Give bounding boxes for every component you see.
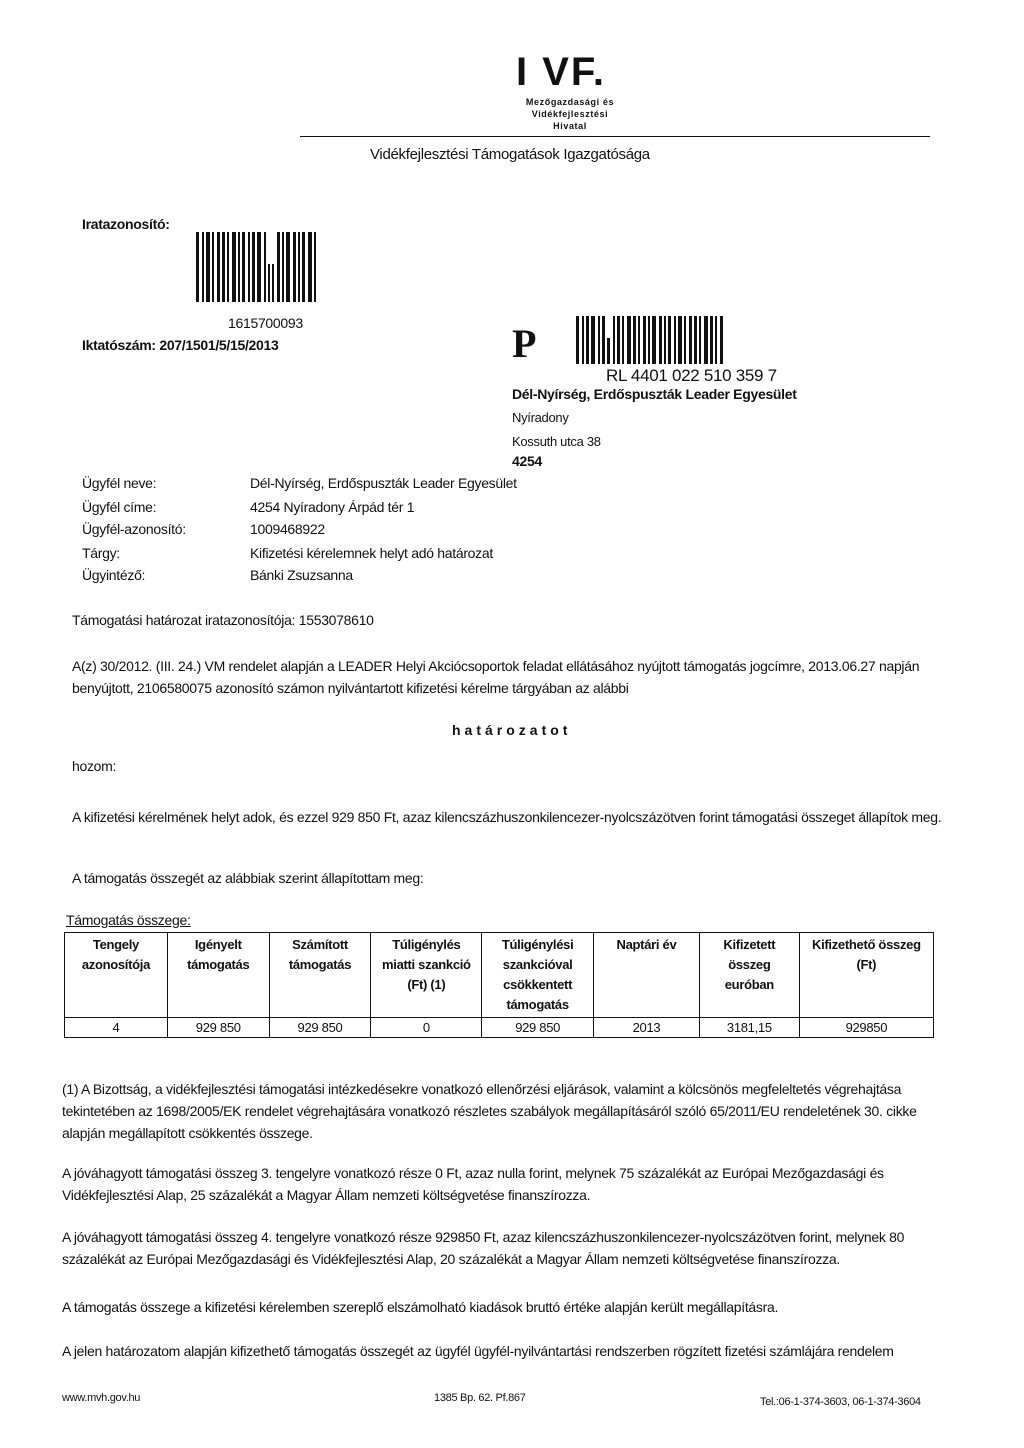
barcode-bar <box>238 232 240 302</box>
barcode-bar <box>699 316 701 364</box>
barcode-bar <box>582 316 584 364</box>
footer-postal: 1385 Bp. 62. Pf.867 <box>434 1392 526 1404</box>
barcode-bar <box>586 316 589 364</box>
barcode-bar <box>308 232 312 302</box>
recipient-street: Kossuth utca 38 <box>512 434 601 449</box>
cell-requested: 929 850 <box>167 1018 269 1038</box>
iktatoszam-label: Iktatószám: <box>82 337 156 353</box>
barcode-bar <box>232 232 236 302</box>
document-barcode <box>196 232 344 302</box>
barcode-bar <box>659 316 662 364</box>
barcode-bar <box>715 316 717 364</box>
header-payable-huf: Kifizethető összeg (Ft) <box>799 933 933 1018</box>
header-requested: Igényelt támogatás <box>167 933 269 1018</box>
footnote-paragraph: (1) A Bizottság, a vidékfejlesztési támogatási intézkedésekre vonatkozó ellenőrzési eljárások, valamint a kölcsönös megfeleltetés végrehajtása tekintetében az 1698/2005/EK rendelet végrehajtására vonatkozó részletes szabályok megállapításáról szóló 65/2011/EU rendeletének 30. cikke alapján megállapított csökkentés összege. <box>62 1081 917 1141</box>
barcode-bar <box>638 316 640 364</box>
barcode-bar <box>622 316 624 364</box>
barcode-bar <box>607 338 610 364</box>
iktatoszam-value: 207/1501/5/15/2013 <box>159 337 279 353</box>
officer-value: Bánki Zsuzsanna <box>250 567 353 583</box>
postal-barcode <box>576 316 822 364</box>
client-id-label: Ügyfél-azonosító: <box>82 521 186 537</box>
client-id-value: 1009468922 <box>250 521 325 537</box>
office-logo-line-2: Vidékfejlesztési <box>531 109 609 119</box>
barcode-bar <box>298 232 300 302</box>
barcode-bar <box>206 232 210 302</box>
barcode-bar <box>602 316 605 364</box>
barcode-bar <box>212 232 214 302</box>
iratazonosito-label: Iratazonosító: <box>82 216 170 232</box>
client-name-value: Dél-Nyírség, Erdőspuszták Leader Egyesület <box>250 475 517 491</box>
barcode-bar <box>613 316 615 364</box>
barcode-bar <box>704 316 708 364</box>
axis3-paragraph: A jóváhagyott támogatási összeg 3. tengelyre vonatkozó része 0 Ft, azaz nulla forint, melynek 75 százalékát az Európai Mezőgazdasági és Vidékfejlesztési Alap, 25 százalékát a Magyar Állam nemzeti költségvetése finanszírozza. <box>62 1165 884 1203</box>
cell-reduced: 929 850 <box>482 1018 594 1038</box>
office-logo-mark: I VF. <box>516 50 607 94</box>
header-axis: Tengely azonosítója <box>65 933 168 1018</box>
recipient-city: Nyíradony <box>512 410 569 425</box>
barcode-number: 1615700093 <box>228 315 303 331</box>
barcode-bar <box>222 232 225 302</box>
office-logo-line-3: Hivatal <box>553 121 587 131</box>
client-address-label: Ügyfél címe: <box>82 499 157 515</box>
barcode-bar <box>202 232 204 302</box>
barcode-bar <box>674 316 676 364</box>
barcode-bar <box>314 232 316 302</box>
final-paragraph: A jelen határozatom alapján kifizethető támogatás összegét az ügyfél ügyfél-nyilvántartási rendszerben rögzített fizetési számlájára rendelem <box>62 1343 894 1359</box>
barcode-bar <box>286 232 290 302</box>
barcode-bar <box>227 232 229 302</box>
barcode-bar <box>196 232 199 302</box>
decision-paragraph: A kifizetési kérelmének helyt adok, és ezzel 929 850 Ft, azaz kilencszázhuszonkilencezer-nyolcszázötven forint támogatási összeget állapítok meg. <box>72 809 942 825</box>
table-header-row <box>65 933 934 1018</box>
cell-axis: 4 <box>65 1018 168 1038</box>
cell-sanction: 0 <box>371 1018 482 1038</box>
header-rule <box>300 136 930 137</box>
header-paid-eur: Kifizetett összeg euróban <box>699 933 799 1018</box>
grant-table <box>64 932 934 1038</box>
footer-phone: Tel.:06-1-374-3603, 06-1-374-3604 <box>760 1396 921 1408</box>
client-address-value: 4254 Nyíradony Árpád tér 1 <box>250 499 415 515</box>
officer-label: Ügyintéző: <box>82 567 146 583</box>
barcode-bar <box>684 316 686 364</box>
client-name-label: Ügyfél neve: <box>82 475 157 491</box>
barcode-bar <box>268 264 270 303</box>
recipient-zip: 4254 <box>512 453 542 469</box>
department-title: Vidékfejlesztési Támogatások Igazgatósága <box>370 146 650 163</box>
barcode-bar <box>627 316 631 364</box>
subject-label: Tárgy: <box>82 545 120 561</box>
barcode-bar <box>282 232 284 302</box>
barcode-bar <box>720 316 723 364</box>
barcode-bar <box>668 316 671 364</box>
barcode-bar <box>678 316 682 364</box>
footer-web: www.mvh.gov.hu <box>62 1392 141 1404</box>
barcode-bar <box>652 316 656 364</box>
barcode-bar <box>257 232 261 302</box>
postal-barcode-text: RL 4401 022 510 359 7 <box>606 366 777 385</box>
decision-reference: Támogatási határozat iratazonosítója: 1553078610 <box>72 612 374 628</box>
header-sanction: Túligénylés miatti szankció (Ft) (1) <box>371 933 482 1018</box>
barcode-bar <box>598 316 600 364</box>
axis4-paragraph: A jóváhagyott támogatási összeg 4. tengelyre vonatkozó része 929850 Ft, azaz kilencszázhuszonkilencezer-nyolcszázötven forint, melynek 80 százalékát az Európai Mezőgazdasági és Vidékfejlesztési Alap, 20 százalékát a Magyar Állam nemzeti költségvetése finanszírozza. <box>62 1229 905 1267</box>
header-calculated: Számított támogatás <box>269 933 371 1018</box>
barcode-bar <box>617 316 620 364</box>
barcode-bar <box>710 316 713 364</box>
barcode-bar <box>272 264 274 303</box>
cell-year: 2013 <box>593 1018 699 1038</box>
cell-calculated: 929 850 <box>269 1018 371 1038</box>
barcode-bar <box>643 316 646 364</box>
gross-paragraph: A támogatás összege a kifizetési kérelemben szereplő elszámolható kiadások bruttó értéke alapján került megállapításra. <box>62 1299 779 1315</box>
barcode-bar <box>576 316 579 364</box>
barcode-bar <box>664 316 666 364</box>
decision-heading: határozatot <box>452 722 572 738</box>
barcode-bar <box>242 232 245 302</box>
table-row <box>65 1018 934 1038</box>
intro-paragraph: A(z) 30/2012. (III. 24.) VM rendelet alapján a LEADER Helyi Akciócsoportok feladat ellátásához nyújtott támogatás jogcímre, 2013.06.27 napján benyújtott, 2106580075 azonosító számon nyilvántartott kifizetési kérelme tárgyában az alábbi <box>72 658 920 696</box>
barcode-bar <box>248 232 250 302</box>
barcode-bar <box>694 316 697 364</box>
barcode-bar <box>217 232 220 302</box>
header-year: Naptári év <box>593 933 699 1018</box>
subject-value: Kifizetési kérelemnek helyt adó határozat <box>250 545 493 561</box>
cell-paid-eur: 3181,15 <box>699 1018 799 1038</box>
barcode-bar <box>252 232 255 302</box>
cell-payable-huf: 929850 <box>799 1018 933 1038</box>
barcode-bar <box>689 316 692 364</box>
table-caption: Támogatás összege: <box>66 912 191 928</box>
basis-sentence: A támogatás összegét az alábbiak szerint állapítottam meg: <box>72 870 424 886</box>
barcode-bar <box>264 232 266 302</box>
barcode-bar <box>277 232 280 302</box>
header-reduced: Túligénylési szankcióval csökkentett támogatás <box>482 933 594 1018</box>
postal-prefix: P <box>512 321 537 366</box>
hozom-label: hozom: <box>72 758 117 774</box>
barcode-bar <box>293 232 296 302</box>
barcode-bar <box>591 316 595 364</box>
recipient-name: Dél-Nyírség, Erdőspuszták Leader Egyesület <box>512 386 797 402</box>
barcode-bar <box>302 232 305 302</box>
barcode-bar <box>633 316 636 364</box>
office-logo-line-1: Mezőgazdasági és <box>525 97 615 107</box>
barcode-bar <box>648 316 650 364</box>
